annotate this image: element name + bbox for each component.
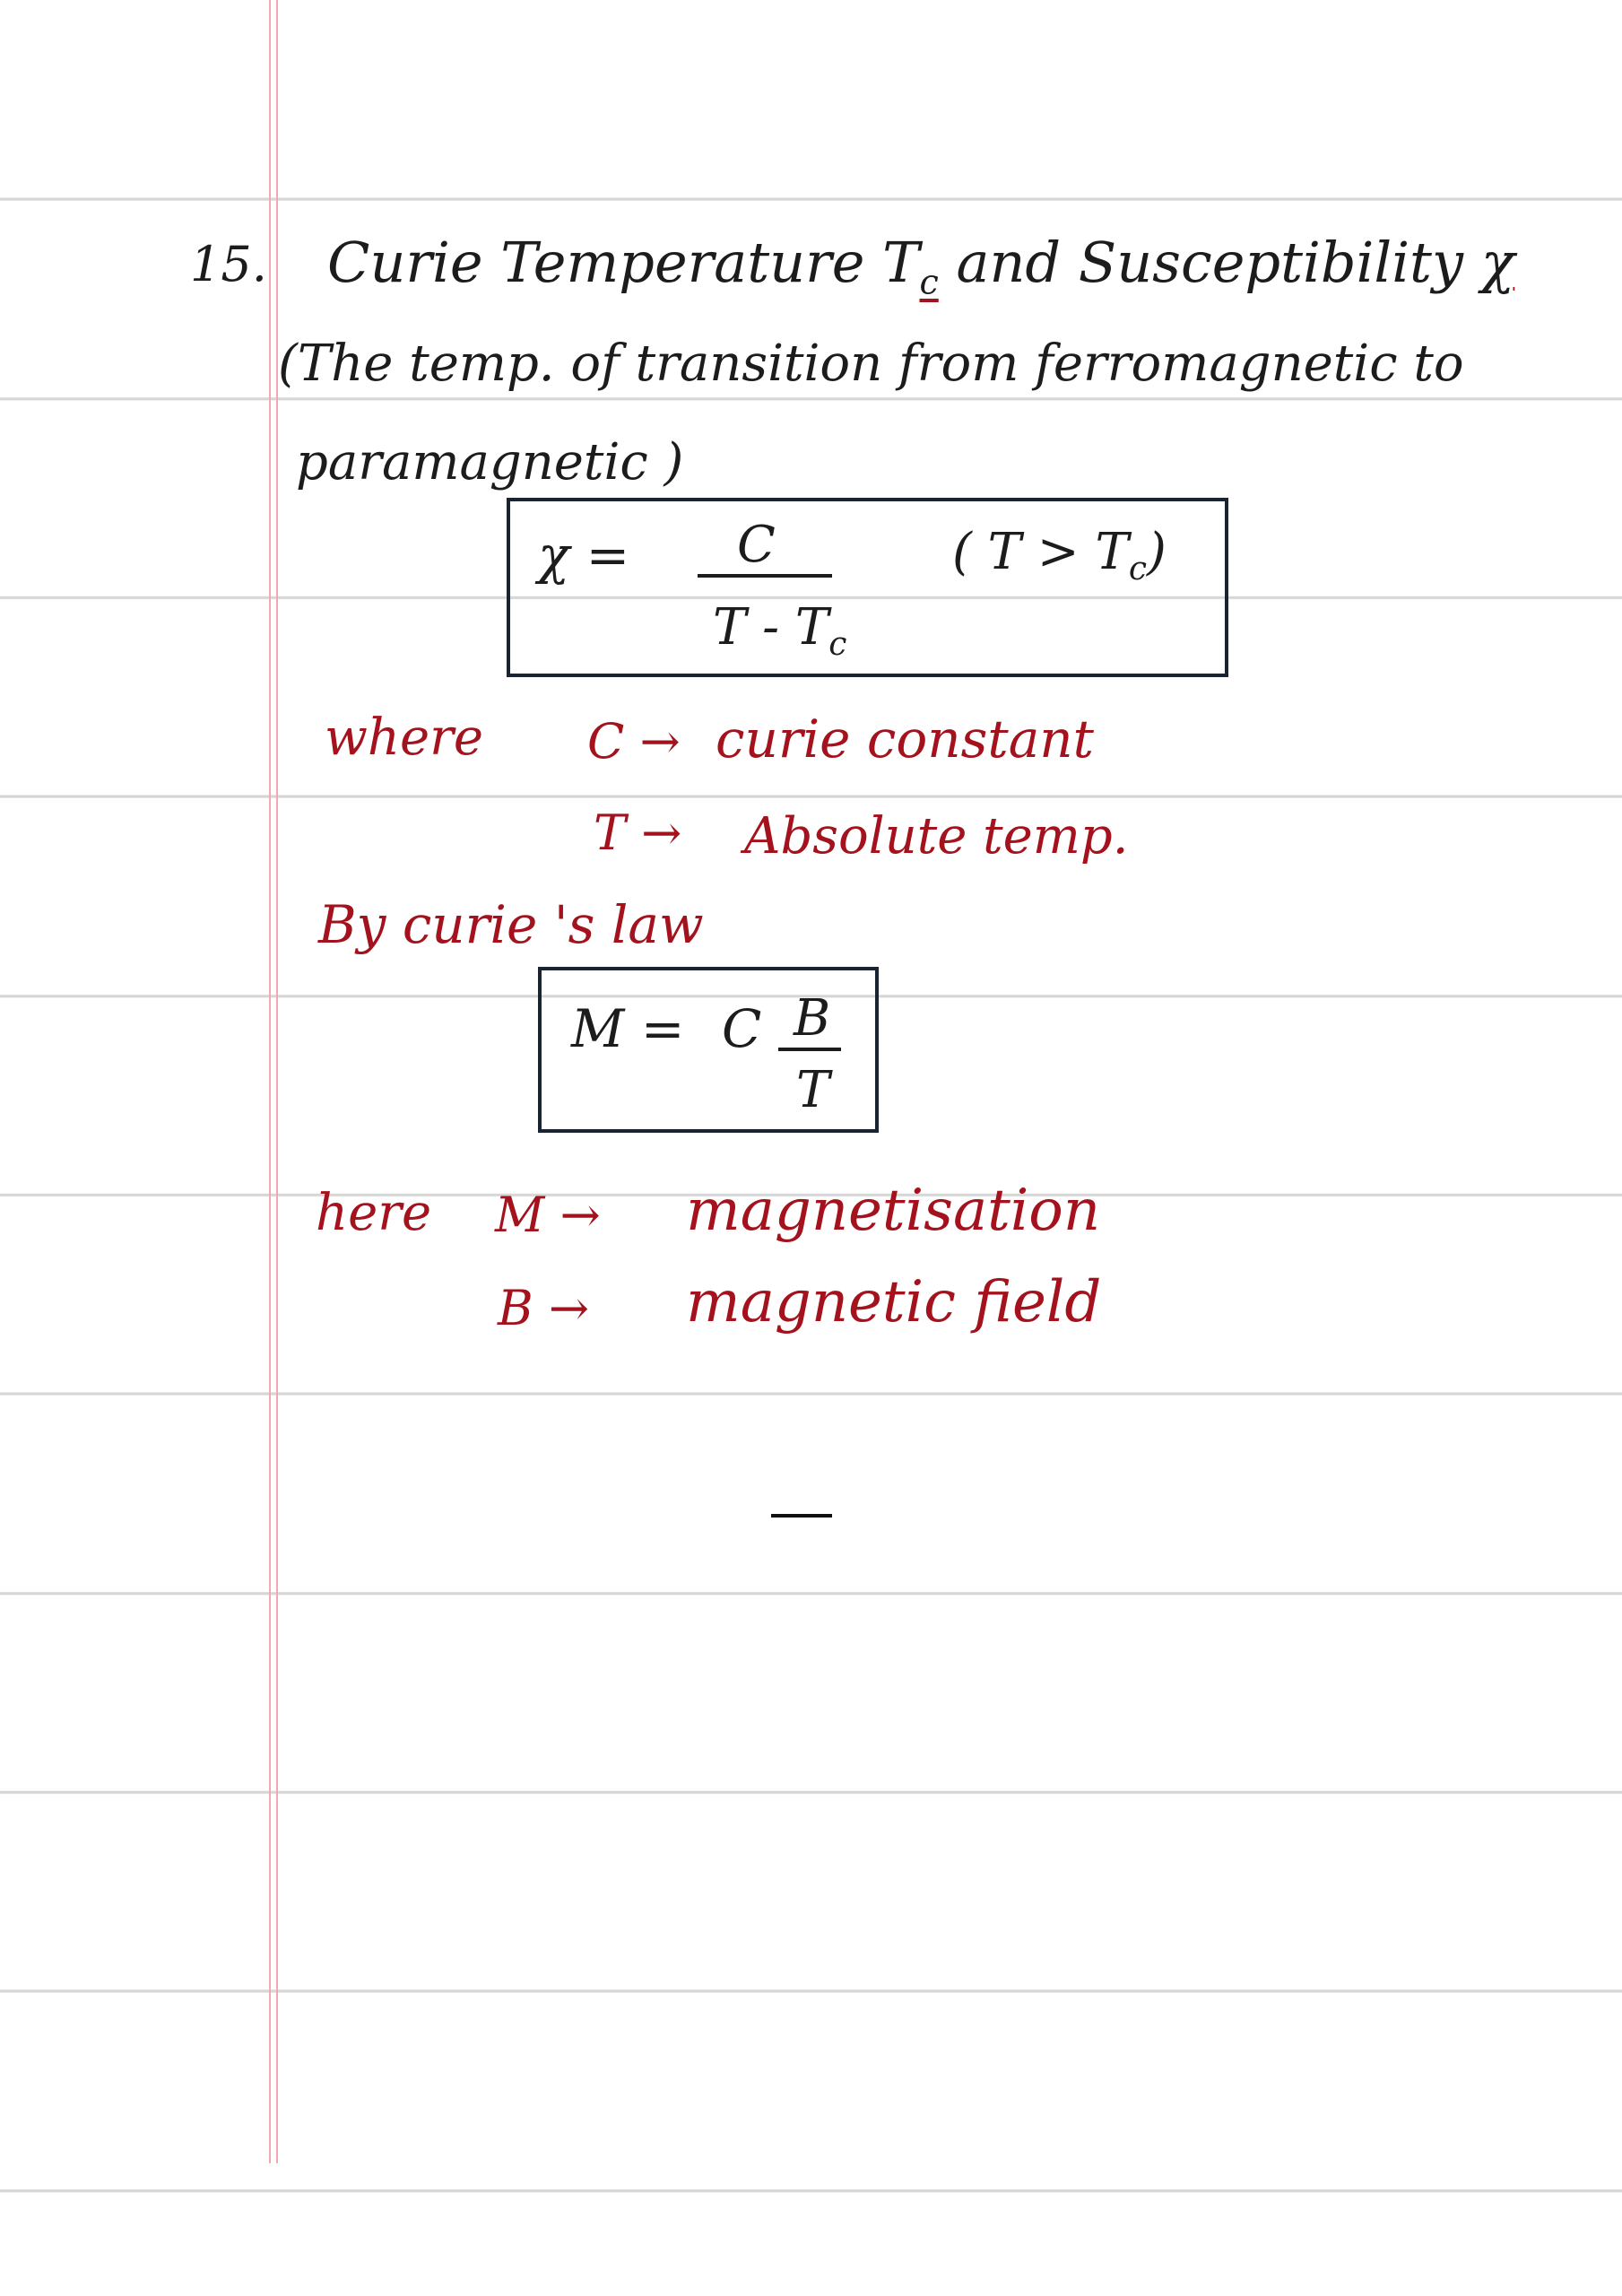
- formula2-denominator: T: [796, 1061, 830, 1119]
- formula1-fraction-bar: [698, 574, 832, 578]
- definition4-symbol: B →: [498, 1280, 590, 1336]
- curie-law-text: By curie 's law: [318, 894, 704, 955]
- formula1-lhs: χ =: [538, 525, 630, 586]
- formula1-numerator: C: [737, 516, 776, 574]
- question-number: 15.: [190, 236, 267, 292]
- formula2-numerator: B: [794, 989, 831, 1048]
- definition3-meaning: magnetisation: [686, 1178, 1101, 1244]
- formula2-fraction-bar: [778, 1048, 841, 1051]
- here-label: here: [316, 1184, 432, 1242]
- formula1-denominator-t: T - T: [713, 598, 829, 657]
- formula1-condition-close: ): [1147, 523, 1167, 581]
- where-label: where: [325, 709, 484, 767]
- definition3-symbol: M →: [495, 1187, 601, 1243]
- definition1-symbol: C →: [587, 713, 681, 770]
- subtitle-line2: paramagnetic ): [296, 433, 684, 491]
- margin-line-right: [276, 0, 278, 2163]
- formula1-denominator: [713, 598, 847, 664]
- subtitle-line1: (The temp. of transition from ferromagnetic to: [278, 335, 1464, 393]
- heading-title: Curie Temperature T: [327, 230, 920, 295]
- definition4-meaning: magnetic field: [686, 1269, 1102, 1335]
- margin-line-left: [269, 0, 271, 2163]
- formula2-coefficient: C: [722, 998, 762, 1059]
- definition1-meaning: curie constant: [716, 709, 1094, 770]
- heading-chi: χ: [1480, 230, 1515, 295]
- heading: [327, 230, 1515, 302]
- formula1-condition-text: ( T > T: [952, 523, 1129, 581]
- heading-tc-sub: c: [919, 262, 939, 302]
- definition2-symbol: T →: [594, 804, 682, 861]
- formula2-lhs: M =: [571, 998, 685, 1059]
- end-of-answer-mark: [771, 1514, 832, 1518]
- heading-middle: and Susceptibility: [938, 230, 1481, 295]
- formula1-condition: [952, 523, 1167, 588]
- formula1-condition-sub: c: [1128, 551, 1148, 588]
- formula1-denominator-sub: c: [828, 626, 847, 664]
- definition2-meaning: Absolute temp.: [744, 807, 1129, 865]
